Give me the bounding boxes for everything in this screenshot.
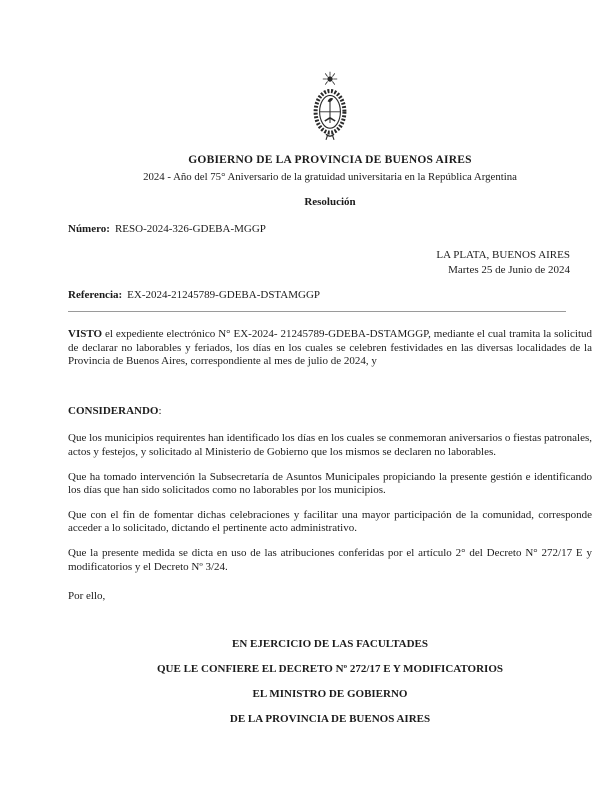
considerando-label: CONSIDERANDO <box>68 404 159 417</box>
authority-block <box>68 638 592 725</box>
argentina-coat-of-arms-icon <box>306 70 354 144</box>
authority-line: EN EJERCICIO DE LAS FACULTADES <box>231 637 428 650</box>
year-legend: 2024 - Año del 75° Aniversario de la gratuidad universitaria en la República Argentina <box>143 171 517 183</box>
considerando-paragraph: Que ha tomado intervención la Subsecretaría de Asuntos Municipales propiciando la presente gestión e identificando los días que han sido solicitados como no laborables por los municipios. <box>68 470 592 497</box>
number-label: Número: <box>68 223 110 235</box>
por-ello-line: Por ello, <box>68 590 106 603</box>
date-line: Martes 25 de Junio de 2024 <box>448 264 570 276</box>
authority-line: DE LA PROVINCIA DE BUENOS AIRES <box>229 712 431 725</box>
visto-paragraph <box>68 328 592 369</box>
authority-line: QUE LE CONFIERE EL DECRETO Nº 272/17 E Y MODIFICATORIOS <box>156 662 503 675</box>
reference-row <box>68 289 592 301</box>
visto-text: el expediente electrónico N° EX-2024- 21245789-GDEBA-DSTAMGGP, mediante el cual tramita la solicitud de declarar no laborables y feriados, los días en los cuales se celebren festividades en las diversas localidades de la Provincia de Buenos Aires, correspondiente al mes de julio de 2024, y <box>68 328 592 368</box>
document-type-title: Resolución <box>304 196 356 208</box>
reference-value: EX-2024-21245789-GDEBA-DSTAMGGP <box>127 289 321 301</box>
government-title: GOBIERNO DE LA PROVINCIA DE BUENOS AIRES <box>188 154 472 166</box>
authority-line: EL MINISTRO DE GOBIERNO <box>252 687 408 700</box>
place-date-block <box>68 248 592 278</box>
considerando-heading <box>68 405 592 419</box>
considerando-paragraph: Que los municipios requirentes han identificado los días en los cuales se conmemoran aniversarios o fiestas patronales, actos y festejos, y solicitado al Ministerio de Gobierno que los mismos se declaren no laborables. <box>68 432 592 458</box>
considerando-paragraph: Que la presente medida se dicta en uso de las atribuciones conferidas por el artículo 2° del Decreto N° 272/17 E y modificatorios y el Decreto Nº 3/24. <box>68 546 592 573</box>
header-divider <box>68 311 566 312</box>
place-line: LA PLATA, BUENOS AIRES <box>436 249 570 261</box>
number-value: RESO-2024-326-GDEBA-MGGP <box>114 223 266 235</box>
considerando-colon: : <box>158 404 162 417</box>
reference-label: Referencia: <box>68 289 123 301</box>
considerando-paragraph: Que con el fin de fomentar dichas celebraciones y facilitar una mayor participación de la comunidad, corresponde acceder a lo solicitado, dictando el pertinente acto administrativo. <box>68 508 592 535</box>
number-row <box>68 223 592 235</box>
visto-label: VISTO <box>68 328 103 340</box>
